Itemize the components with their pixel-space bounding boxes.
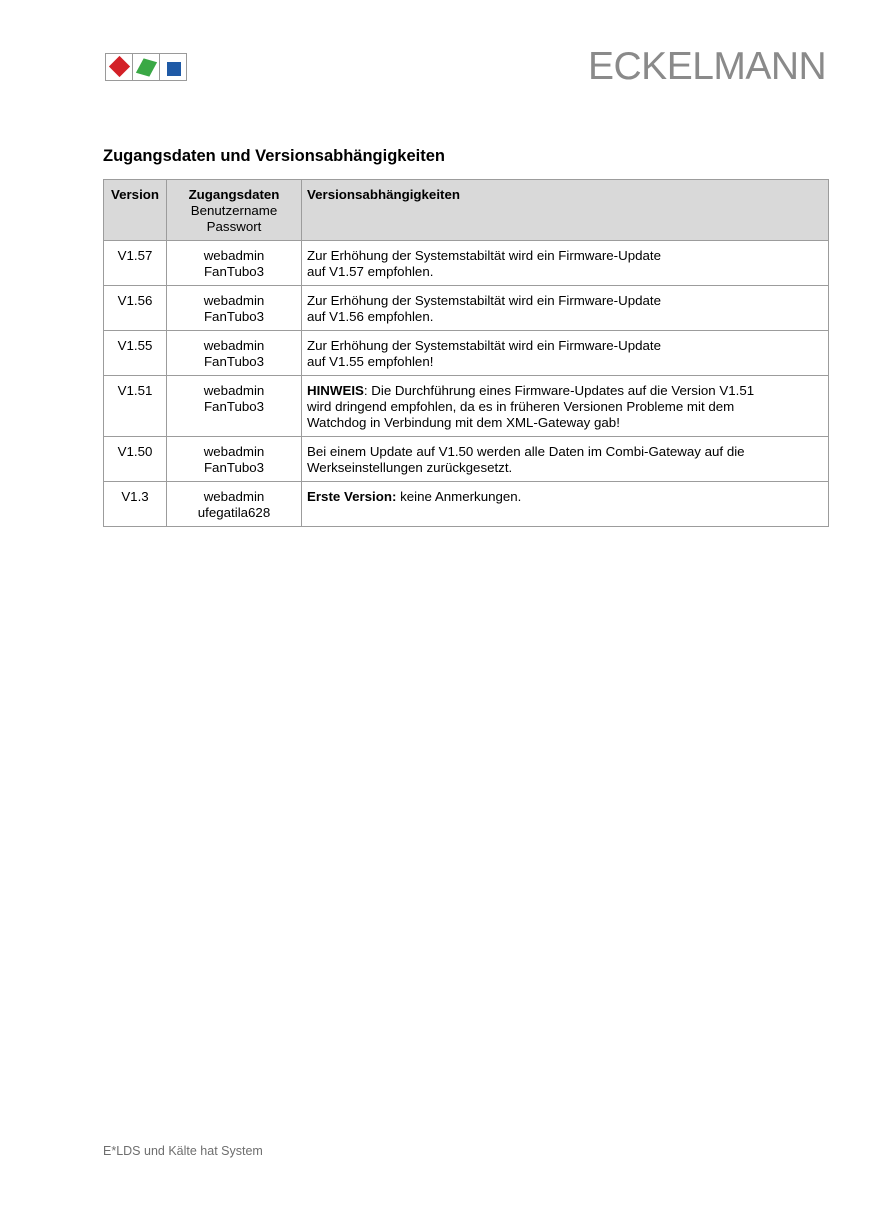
dependency-text: Zur Erhöhung der Systemstabiltät wird ein Firmware-Update xyxy=(307,338,661,353)
version-cell: V1.55 xyxy=(104,331,167,376)
dependency-cell xyxy=(302,286,829,331)
version-cell: V1.56 xyxy=(104,286,167,331)
dependency-cell xyxy=(302,376,829,437)
green-parallelogram-icon xyxy=(136,58,157,76)
dependency-line xyxy=(307,354,823,370)
password-value: FanTubo3 xyxy=(203,264,265,279)
header-username-label: Benutzername xyxy=(190,203,278,218)
dependency-text: auf V1.55 empfohlen! xyxy=(307,354,434,369)
password-value: FanTubo3 xyxy=(203,399,265,414)
username-value: webadmin xyxy=(203,248,265,263)
version-cell: V1.57 xyxy=(104,241,167,286)
table-row xyxy=(104,376,829,437)
page-title: Zugangsdaten und Versionsabhängigkeiten xyxy=(103,147,445,165)
table-row xyxy=(104,437,829,482)
dependency-text: Zur Erhöhung der Systemstabiltät wird ein Firmware-Update xyxy=(307,293,661,308)
header-credentials-label: Zugangsdaten xyxy=(188,187,280,202)
header-dependencies-label: Versionsabhängigkeiten xyxy=(307,187,460,202)
dependency-text: keine Anmerkungen. xyxy=(396,489,522,504)
red-diamond-icon xyxy=(109,56,130,77)
dependency-line xyxy=(307,309,823,325)
brand-wordmark: ECKELMANN xyxy=(588,45,827,88)
dependency-text: auf V1.56 empfohlen. xyxy=(307,309,434,324)
dependency-line xyxy=(307,248,823,264)
username-value: webadmin xyxy=(203,444,265,459)
dependency-line xyxy=(307,399,823,415)
dependency-text: Bei einem Update auf V1.50 werden alle Daten im Combi-Gateway auf die xyxy=(307,444,745,459)
dependency-line xyxy=(307,383,823,399)
credentials-cell xyxy=(167,376,302,437)
dependency-text: Zur Erhöhung der Systemstabiltät wird ein Firmware-Update xyxy=(307,248,661,263)
password-value: FanTubo3 xyxy=(203,309,265,324)
dependency-line xyxy=(307,293,823,309)
table-header-row xyxy=(104,180,829,241)
table-row xyxy=(104,241,829,286)
table-row xyxy=(104,286,829,331)
header-version-label: Version xyxy=(110,187,160,202)
header-password-label: Passwort xyxy=(206,219,262,234)
credentials-cell xyxy=(167,286,302,331)
footer-text: E*LDS und Kälte hat System xyxy=(103,1144,263,1158)
dependency-cell xyxy=(302,437,829,482)
version-cell: V1.3 xyxy=(104,482,167,527)
password-value: FanTubo3 xyxy=(203,354,265,369)
blue-square-icon xyxy=(167,62,181,76)
dependency-text: auf V1.57 empfohlen. xyxy=(307,264,434,279)
dependency-line xyxy=(307,338,823,354)
username-value: webadmin xyxy=(203,489,265,504)
dependency-line xyxy=(307,444,823,460)
credentials-cell xyxy=(167,437,302,482)
version-cell: V1.50 xyxy=(104,437,167,482)
dependency-emphasis: HINWEIS xyxy=(307,383,364,398)
credentials-cell xyxy=(167,482,302,527)
dependency-cell xyxy=(302,241,829,286)
dependency-text: Werkseinstellungen zurückgesetzt. xyxy=(307,460,513,475)
dependency-line xyxy=(307,264,823,280)
table-row xyxy=(104,331,829,376)
credentials-cell xyxy=(167,331,302,376)
username-value: webadmin xyxy=(203,338,265,353)
dependency-cell xyxy=(302,331,829,376)
credentials-cell xyxy=(167,241,302,286)
username-value: webadmin xyxy=(203,383,265,398)
dependency-text: : Die Durchführung eines Firmware-Updates auf die Version V1.51 xyxy=(363,383,755,398)
dependency-text: wird dringend empfohlen, da es in früheren Versionen Probleme mit dem xyxy=(307,399,735,414)
dependency-line xyxy=(307,460,823,476)
version-table xyxy=(103,179,829,527)
dependency-emphasis: Erste Version: xyxy=(307,489,397,504)
dependency-line xyxy=(307,415,823,431)
dependency-cell xyxy=(302,482,829,527)
dependency-line xyxy=(307,489,823,505)
dependency-text: Watchdog in Verbindung mit dem XML-Gateway gab! xyxy=(307,415,620,430)
table-row xyxy=(104,482,829,527)
password-value: FanTubo3 xyxy=(203,460,265,475)
header-dependencies xyxy=(302,180,829,241)
company-logo xyxy=(105,53,187,81)
header-credentials xyxy=(167,180,302,241)
version-cell: V1.51 xyxy=(104,376,167,437)
username-value: webadmin xyxy=(203,293,265,308)
password-value: ufegatila628 xyxy=(197,505,271,520)
header-version xyxy=(104,180,167,241)
